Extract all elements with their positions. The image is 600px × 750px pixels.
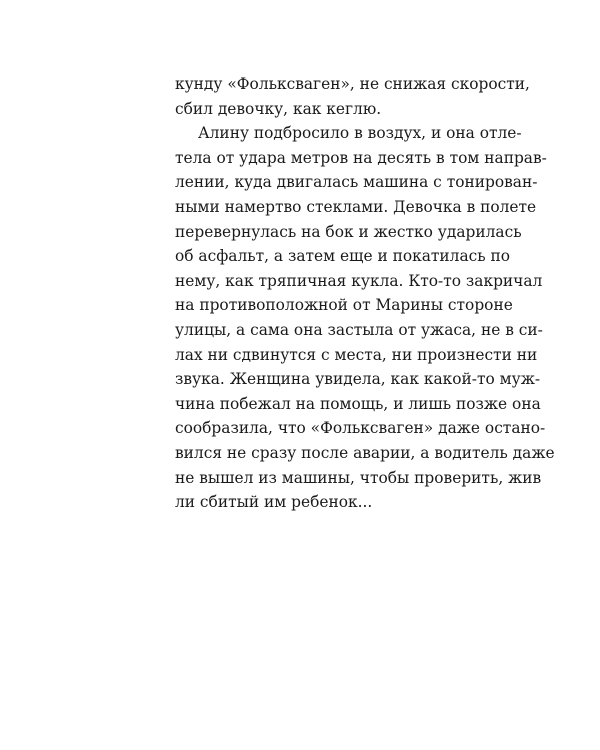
text-line: сообразила, что «Фольксваген» даже остано- (175, 419, 546, 438)
text-line: не вышел из машины, чтобы проверить, жив (175, 468, 542, 487)
paragraph-2 (175, 121, 555, 515)
text-line: тела от удара метров на десять в том направ- (175, 148, 547, 167)
paragraph-1 (175, 72, 530, 121)
text-line: улицы, а сама она застыла от ужаса, не в си- (175, 320, 543, 339)
text-line: лении, куда двигалась машина с тонирован- (175, 173, 538, 192)
text-line: перевернулась на бок и жестко ударилась (175, 222, 522, 241)
text-line: звука. Женщина увидела, как какой-то муж- (175, 370, 541, 389)
text-line: сбил девочку, как кеглю. (175, 99, 382, 118)
text-line: чина побежал на помощь, и лишь позже она (175, 394, 541, 413)
text-line: Алину подбросило в воздух, и она отле- (198, 124, 522, 143)
text-line: лах ни сдвинутся с места, ни произнести ни (175, 345, 538, 364)
text-line: ли сбитый им ребенок... (175, 493, 373, 512)
text-line: об асфальт, а затем еще и покатилась по (175, 247, 511, 266)
text-line: кунду «Фольксваген», не снижая скорости, (175, 75, 530, 93)
text-line: вился не сразу после аварии, а водитель даже (175, 443, 555, 462)
text-line: на противоположной от Марины стороне (175, 296, 513, 315)
body-text (175, 72, 555, 515)
text-line: нему, как тряпичная кукла. Кто-то закричал (175, 271, 543, 290)
text-line: ными намертво стеклами. Девочка в полете (175, 197, 537, 216)
